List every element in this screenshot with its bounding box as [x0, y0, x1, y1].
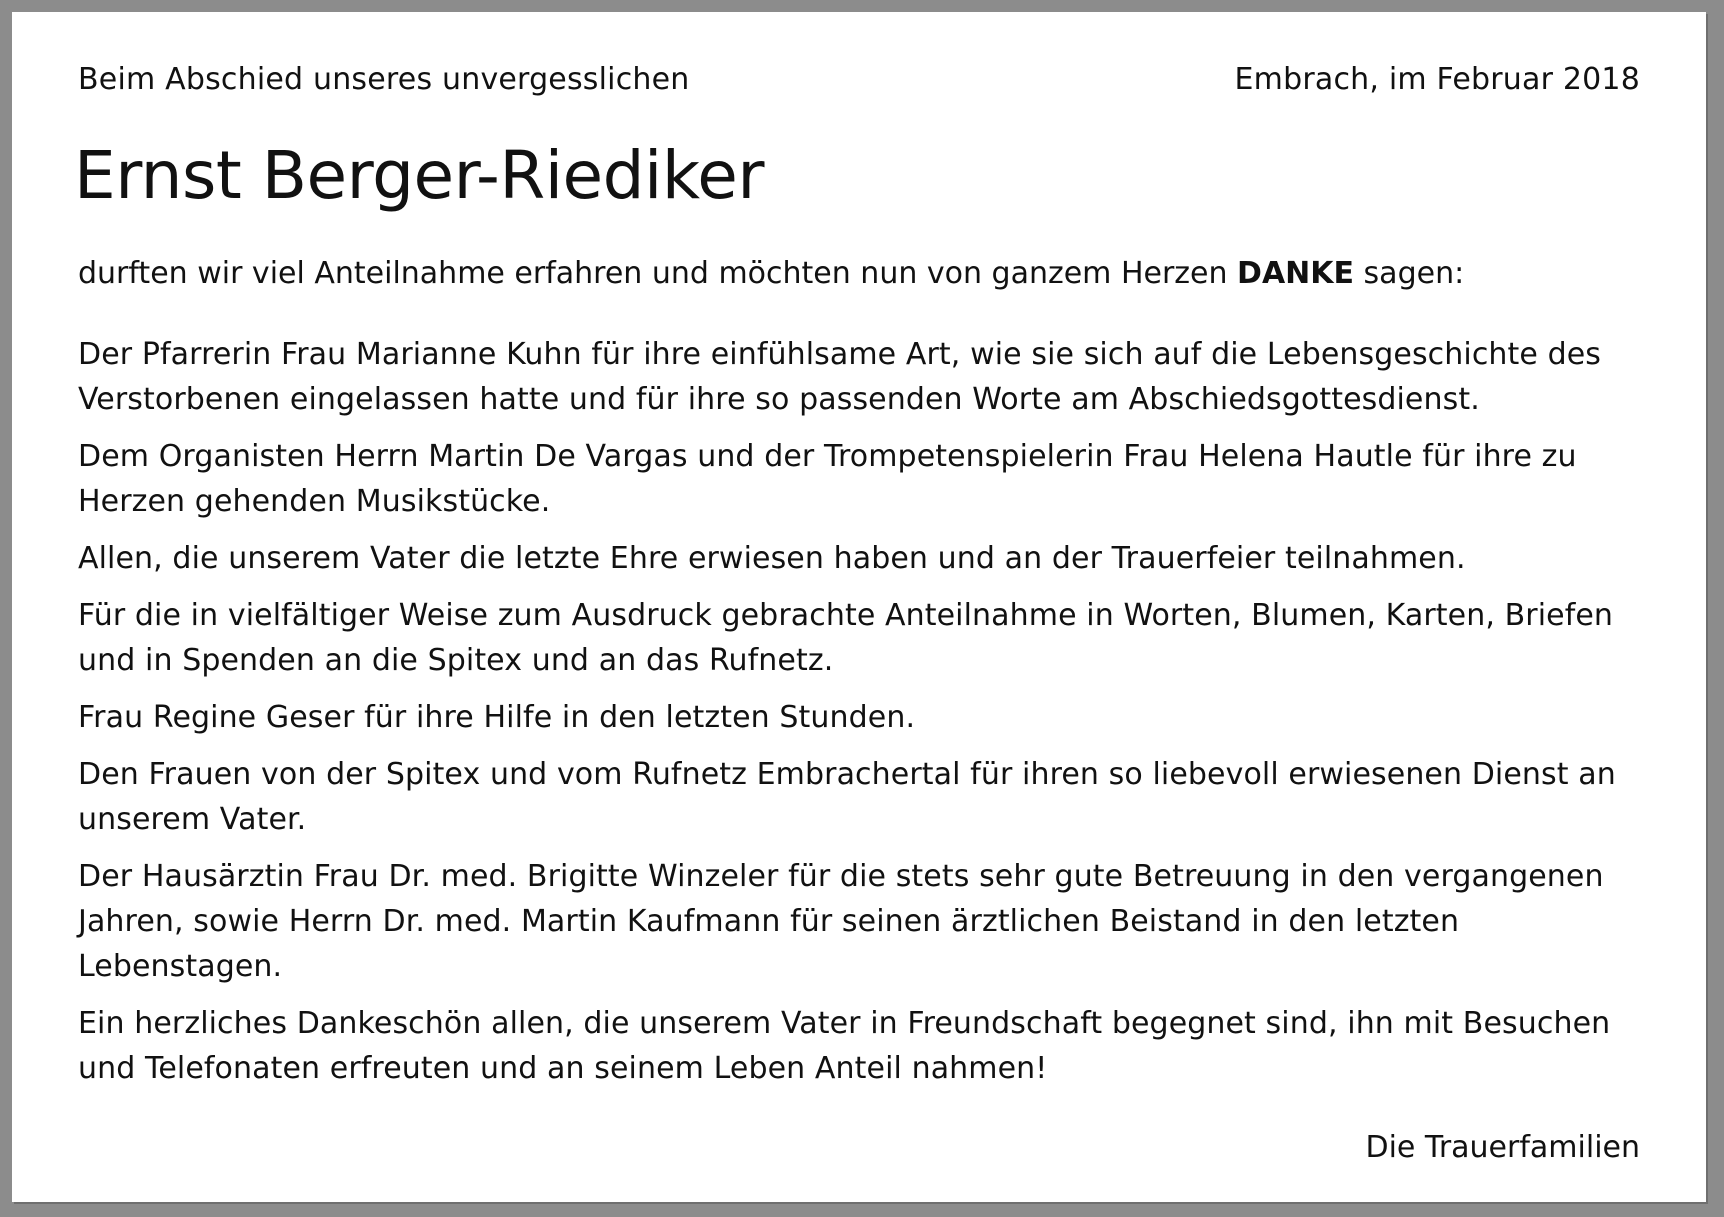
thanks-paragraph-spitex: Den Frauen von der Spitex und vom Rufnetz Embrachertal für ihren so liebevoll erwiesenen Dienst an unserem Vater. [78, 757, 1616, 837]
notice-sheet [12, 12, 1706, 1202]
intro-emphasis: DANKE [1237, 256, 1355, 291]
header-intro-text: Beim Abschied unseres unvergesslichen [78, 62, 690, 97]
thanks-paragraph-friends: Ein herzliches Dankeschön allen, die unserem Vater in Freundschaft begegnet sind, ihn mit Besuchen und Telefonaten erfreuten und an seinem Leben Anteil nahmen! [78, 1006, 1611, 1086]
intro-text-after: sagen: [1354, 256, 1465, 291]
deceased-name: Ernst Berger-Riediker [74, 137, 764, 214]
place-date: Embrach, im Februar 2018 [1234, 62, 1640, 97]
signature: Die Trauerfamilien [1365, 1130, 1640, 1165]
thanks-paragraph-pastor: Der Pfarrerin Frau Marianne Kuhn für ihre einfühlsame Art, wie sie sich auf die Lebensgeschichte des Verstorbenen eingelassen hatte und für ihre so passenden Worte am Abschiedsgottesdienst. [78, 337, 1602, 417]
thanks-paragraph-helper: Frau Regine Geser für ihre Hilfe in den letzten Stunden. [78, 700, 916, 735]
thanks-paragraph-doctors: Der Hausärztin Frau Dr. med. Brigitte Winzeler für die stets sehr gute Betreuung in den vergangenen Jahren, sowie Herrn Dr. med. Martin Kaufmann für seinen ärztlichen Beistand in den letzten Lebenstagen. [78, 859, 1604, 984]
thanks-paragraph-music: Dem Organisten Herrn Martin De Vargas und der Trompetenspielerin Frau Helena Hautle für ihre zu Herzen gehenden Musikstücke. [78, 439, 1577, 519]
intro-text-before: durften wir viel Anteilnahme erfahren und möchten nun von ganzem Herzen [78, 256, 1238, 291]
header-row [78, 60, 1640, 100]
thanks-list [78, 332, 1660, 1103]
thanks-paragraph-condolences: Für die in vielfältiger Weise zum Ausdruck gebrachte Anteilnahme in Worten, Blumen, Karten, Briefen und in Spenden an die Spitex und an das Rufnetz. [78, 598, 1614, 678]
thanks-paragraph-mourners: Allen, die unserem Vater die letzte Ehre erwiesen haben und an der Trauerfeier teilnahmen. [78, 541, 1466, 576]
intro-line [78, 254, 1666, 294]
